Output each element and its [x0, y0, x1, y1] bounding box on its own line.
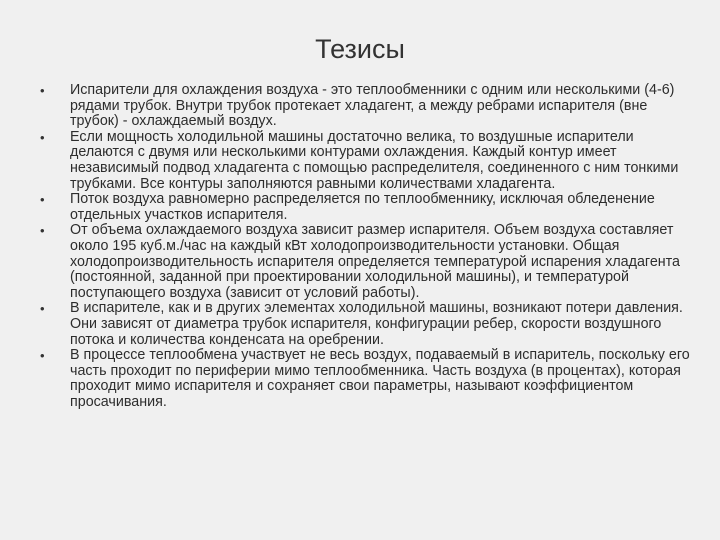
bullet-dot-icon: •: [40, 223, 45, 239]
bullet-item: [36, 130, 696, 192]
bullet-text: В процессе теплообмена участвует не весь воздух, подаваемый в испаритель, поскольку его часть проходит по периферии мимо теплообменника. Часть воздуха (в процентах), которая проходит мимо испарителя и сохраняет свои параметры, называют коэффициентом просачивания.: [70, 347, 690, 410]
slide-title: Тезисы: [315, 34, 405, 64]
bullet-item: [36, 192, 696, 223]
bullet-list: [36, 83, 696, 410]
bullet-text: От объема охлаждаемого воздуха зависит размер испарителя. Объем воздуха составляет около 195 куб.м./час на каждый кВт холодопроизводительности установки. Общая холодопроизводительность испарителя определяется температурой испарения хладагента (постоянной, заданной при проектировании холодильной машины), и температурой поступающего воздуха (зависит от условий работы).: [70, 222, 681, 301]
bullet-dot-icon: •: [40, 192, 45, 208]
bullet-dot-icon: •: [40, 301, 45, 317]
bullet-dot-icon: •: [40, 348, 45, 364]
bullet-text: В испарителе, как и в других элементах холодильной машины, возникают потери давления. Они зависят от диаметра трубок испарителя, конфигурации ребер, скорости воздушного потока и количества конденсата на оребрении.: [70, 300, 683, 348]
bullet-item: [36, 223, 696, 301]
bullet-item: [36, 83, 696, 130]
bullet-text: Испарители для охлаждения воздуха - это теплообменники с одним или несколькими (4-6) рядами трубок. Внутри трубок протекает хладагент, а между ребрами испарителя (вне трубок) - охлаждаемый воздух.: [70, 82, 675, 130]
bullet-dot-icon: •: [40, 83, 45, 98]
bullet-item: [36, 301, 696, 348]
bullet-dot-icon: •: [40, 129, 45, 145]
bullet-item: [36, 348, 696, 410]
bullet-text: Если мощность холодильной машины достаточно велика, то воздушные испарители делаются с двумя или несколькими контурами охлаждения. Каждый контур имеет независимый подвод хладагента с помощью распределителя, соединенного с ним тонкими трубками. Все контуры заполняются равными количествами хладагента.: [70, 128, 679, 192]
bullet-text: Поток воздуха равномерно распределяется по теплообменнику, исключая обледенение отдельных участков испарителя.: [70, 191, 655, 223]
